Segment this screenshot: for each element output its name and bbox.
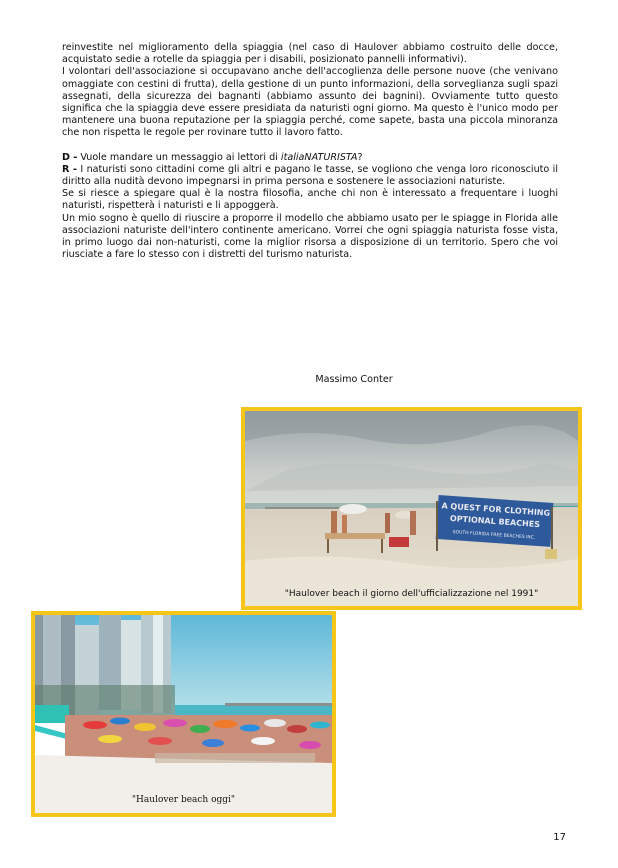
paragraph-1: reinvestite nel miglioramento della spiaggia (nel caso di Haulover abbiamo costruito delle docce, acquistato sedie a rotelle da spiaggia per i disabili, posizionato pannelli informativi). xyxy=(62,42,558,66)
answer-1 xyxy=(62,164,558,188)
photo-haulover-today xyxy=(31,611,336,817)
question-text: Vuole mandare un messaggio ai lettori di xyxy=(77,151,281,163)
page-number: 17 xyxy=(553,832,566,843)
paragraph-2: I volontari dell'associazione si occupavano anche dell'accoglienza delle persone nuove (che venivano omaggiate con cestini di frutta), della gestione di un punto informazioni, della sorveglianza sugli spazi assegnati, della sicurezza dei bagnanti (abbiamo assunto dei bagnini). Ovviamente tutto questo significa che la spiaggia deve essere presidiata da naturisti ogni giorno. Ma questo è l'unico modo per mantenere una buona reputazione per la spiaggia perché, come sapete, basta una piccola minoranza che non rispetta le regole per rovinare tutto il lavoro fatto. xyxy=(62,66,558,139)
answer-3: Un mio sogno è quello di riuscire a proporre il modello che abbiamo usato per le spiagge in Florida alle associazioni naturiste dell'intero continente americano. Vorrei che ogni spiaggia naturista fosse vista, in primo luogo dai non-naturisti, come la miglior risorsa a disposizione di un territorio. Spero che voi riusciate a fare lo stesso con i distretti del turismo naturista. xyxy=(62,212,558,261)
question xyxy=(62,152,558,164)
banner-line-2: OPTIONAL BEACHES xyxy=(449,513,541,530)
answer-prefix: R - xyxy=(62,163,78,175)
beach-1991-image xyxy=(245,411,578,606)
photo-caption-1991: "Haulover beach il giorno dell'ufficializzazione nel 1991" xyxy=(284,589,539,599)
question-prefix: D - xyxy=(62,151,78,163)
author-signature: Massimo Conter xyxy=(315,374,393,385)
article-body xyxy=(62,42,558,261)
banner-line-1: A QUEST FOR CLOTHING xyxy=(441,501,551,518)
answer-text-1: I naturisti sono cittadini come gli altri e pagano le tasse, se vogliono che venga loro riconosciuto il diritto alla nudità devono impegnarsi in prima persona e sostenere le associazioni naturiste. xyxy=(62,163,558,188)
photo-haulover-1991 xyxy=(241,407,582,610)
magazine-name: italiaNATURISTA xyxy=(280,151,358,163)
photo-caption-today: "Haulover beach oggi" xyxy=(131,795,236,805)
question-end: ? xyxy=(357,151,363,163)
beach-today-image xyxy=(35,615,332,813)
banner-line-3: SOUTH FLORIDA FREE BEACHES INC. xyxy=(452,530,536,541)
answer-2: Se si riesce a spiegare qual è la nostra filosofia, anche chi non è interessato a frequentare i luoghi naturisti, rispetterà i naturisti e li appoggerà. xyxy=(62,188,558,212)
